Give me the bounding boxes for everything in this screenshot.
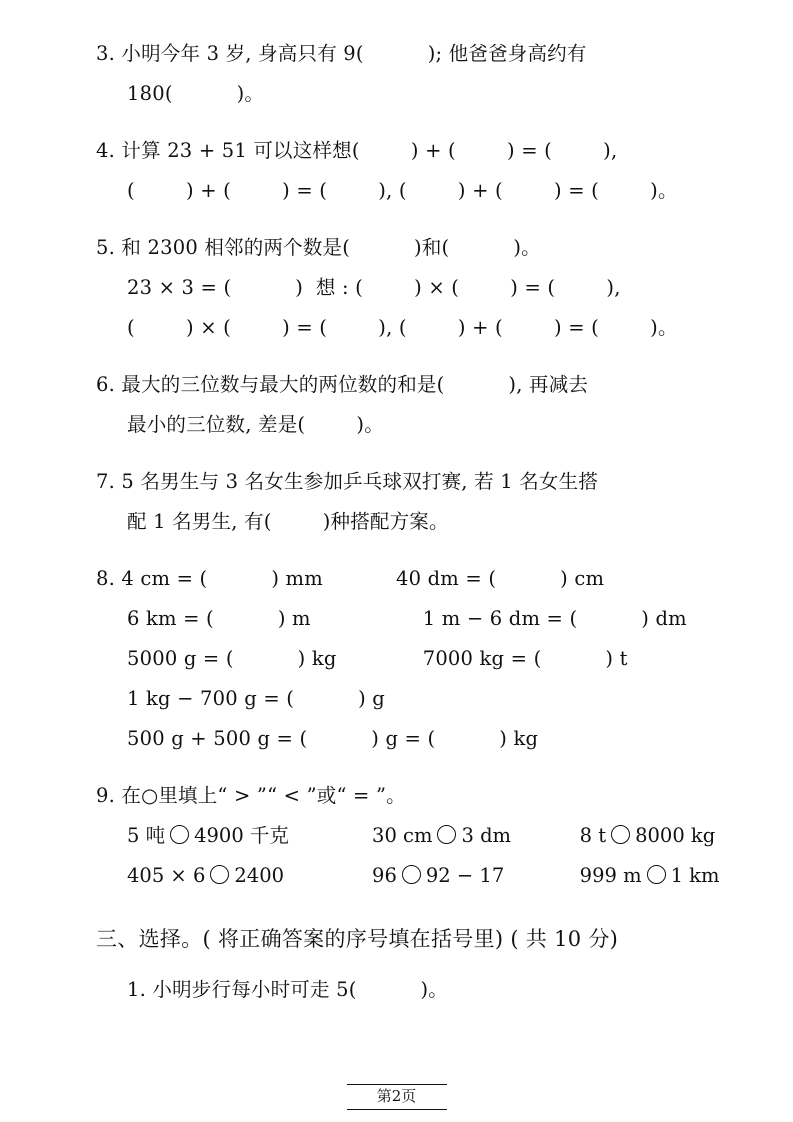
question-8-row-5-left: 500 g + 500 g = ( ) g = ( ) kg — [127, 727, 539, 750]
question-9-item-1 — [127, 816, 372, 856]
compare-circle-icon[interactable] — [402, 865, 421, 884]
question-9-item-6 — [580, 856, 748, 896]
question-8-row-4-left: 1 kg − 700 g = ( ) g — [127, 687, 385, 710]
compare-circle-icon[interactable] — [210, 865, 229, 884]
question-6-line-1: 6. 最大的三位数与最大的两位数的和是( ), 再减去 — [96, 373, 589, 396]
question-9-item-3-right: 8000 kg — [635, 824, 716, 847]
question-9-item-6-right: 1 km — [670, 864, 720, 887]
page-content — [96, 34, 748, 1010]
question-9-item-6-left: 999 m — [579, 864, 642, 887]
page-footer — [0, 1084, 793, 1110]
question-4-line-2: ( ) + ( ) = ( ), ( ) + ( ) = ( )。 — [127, 179, 678, 202]
question-9-item-5-right: 92 − 17 — [425, 864, 505, 887]
compare-circle-icon[interactable] — [437, 825, 456, 844]
question-7-line-1: 7. 5 名男生与 3 名女生参加乒乓球双打赛, 若 1 名女生搭 — [96, 470, 599, 493]
question-9-item-3-left: 8 t — [579, 824, 607, 847]
question-3-line-2: 180( )。 — [127, 82, 265, 105]
question-8-row-5 — [96, 719, 748, 759]
question-9-item-3 — [580, 816, 748, 856]
question-5-line-3: ( ) × ( ) = ( ), ( ) + ( ) = ( )。 — [127, 316, 678, 339]
question-8 — [96, 559, 748, 759]
question-8-row-4-right — [423, 679, 748, 719]
question-9-item-5 — [372, 856, 580, 896]
section-three-question-1: 1. 小明步行每小时可走 5( )。 — [127, 978, 449, 1001]
section-three-heading: 三、选择。( 将正确答案的序号填在括号里) ( 共 10 分) — [96, 927, 619, 951]
question-9-item-4-left: 405 × 6 — [127, 864, 206, 887]
question-9-item-4-right: 2400 — [234, 864, 285, 887]
question-5-line-2: 23 × 3 = ( ) 想 : ( ) × ( ) = ( ), — [127, 276, 621, 299]
question-9-item-1-right: 4900 千克 — [194, 824, 289, 847]
question-8-row-3-left: 5000 g = ( ) kg — [127, 647, 337, 670]
question-9-row-2 — [96, 856, 748, 896]
question-3 — [96, 34, 748, 114]
question-8-row-2-left: 6 km = ( ) m — [127, 607, 311, 630]
question-8-row-1-right: 40 dm = ( ) cm — [396, 567, 605, 590]
question-8-row-3-right: 7000 kg = ( ) t — [422, 647, 628, 670]
question-9-item-5-left: 96 — [372, 864, 397, 887]
question-4 — [96, 131, 748, 211]
question-9 — [96, 776, 748, 896]
question-8-row-2-right: 1 m − 6 dm = ( ) dm — [422, 607, 687, 630]
question-8-row-1 — [96, 559, 748, 599]
question-8-row-5-right — [541, 719, 748, 759]
question-9-item-2-right: 3 dm — [461, 824, 512, 847]
compare-circle-icon[interactable] — [611, 825, 630, 844]
question-7-line-2: 配 1 名男生, 有( )种搭配方案。 — [127, 510, 449, 533]
question-6-line-2: 最小的三位数, 差是( )。 — [127, 413, 384, 436]
question-9-item-2 — [372, 816, 580, 856]
question-8-row-1-left: 8. 4 cm = ( ) mm — [96, 567, 323, 590]
question-3-line-1: 3. 小明今年 3 岁, 身高只有 9( ); 他爸爸身高约有 — [96, 42, 587, 65]
question-8-row-3 — [96, 639, 748, 679]
question-9-item-4 — [127, 856, 372, 896]
question-4-line-1: 4. 计算 23 + 51 可以这样想( ) + ( ) = ( ), — [96, 139, 618, 162]
question-9-prompt: 9. 在○里填上“ > ”“ < ”或“ = ”。 — [96, 784, 406, 807]
question-7 — [96, 462, 748, 542]
question-8-row-4 — [96, 679, 748, 719]
question-9-item-1-left: 5 吨 — [127, 824, 166, 847]
compare-circle-icon[interactable] — [170, 825, 189, 844]
compare-circle-icon[interactable] — [647, 865, 666, 884]
question-5 — [96, 228, 748, 348]
page-number: 第2页 — [347, 1084, 447, 1110]
question-5-line-1: 5. 和 2300 相邻的两个数是( )和( )。 — [96, 236, 541, 259]
question-9-item-2-left: 30 cm — [372, 824, 433, 847]
question-9-row-1 — [96, 816, 748, 856]
question-6 — [96, 365, 748, 445]
question-8-row-2 — [96, 599, 748, 639]
